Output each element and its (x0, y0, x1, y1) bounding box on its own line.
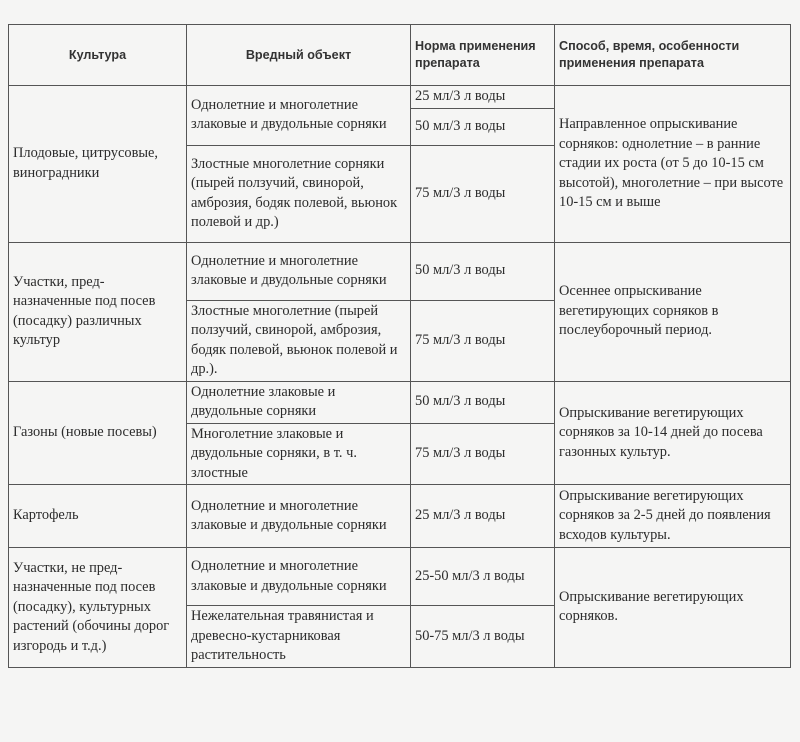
header-rate: Норма применения препарата (411, 25, 555, 86)
rate-cell: 50 мл/3 л воды (411, 242, 555, 300)
header-culture: Культура (9, 25, 187, 86)
method-cell: Осеннее опрыскивание вегетирующих сорняков в послеуборочный период. (555, 242, 791, 381)
culture-cell: Плодовые, цитрусовые, виноградники (9, 86, 187, 243)
rate-cell: 75 мл/3 л воды (411, 300, 555, 381)
pest-cell: Однолетние и многолетние злаковые и двудольные сорняки (187, 485, 411, 548)
culture-cell: Участки, не пред-назначенные под посев (посадку), культурных растений (обочины дорог изгородь и т.д.) (9, 548, 187, 668)
rate-cell: 25 мл/3 л воды (411, 485, 555, 548)
culture-cell: Газоны (новые посевы) (9, 381, 187, 485)
pest-cell: Нежелательная травянистая и древесно-кустарниковая растительность (187, 606, 411, 668)
method-cell: Направленное опрыскивание сорняков: однолетние – в ранние стадии их роста (от 5 до 10-15 см высотой), многолетние – при высоте 10-15 см и выше (555, 86, 791, 243)
table-row (9, 242, 791, 300)
rate-cell: 25-50 мл/3 л воды (411, 548, 555, 606)
culture-cell: Участки, пред-назначенные под посев (посадку) различных культур (9, 242, 187, 381)
pest-cell: Многолетние злаковые и двудольные сорняки, в т. ч. злостные (187, 423, 411, 485)
rate-cell: 75 мл/3 л воды (411, 145, 555, 242)
table-row (9, 485, 791, 548)
table-row (9, 548, 791, 606)
pest-cell: Однолетние и многолетние злаковые и двудольные сорняки (187, 242, 411, 300)
pest-cell: Злостные многолетние (пырей ползучий, свинорой, амброзия, бодяк полевой, вьюнок полевой и др.). (187, 300, 411, 381)
pest-cell: Злостные многолетние сорняки (пырей ползучий, свинорой, амброзия, бодяк полевой, вьюнок полевой и др.) (187, 145, 411, 242)
method-cell: Опрыскивание вегетирующих сорняков за 10-14 дней до посева газонных культур. (555, 381, 791, 485)
rate-cell: 50 мл/3 л воды (411, 108, 555, 145)
table-row (9, 381, 791, 423)
pest-cell: Однолетние и многолетние злаковые и двудольные сорняки (187, 548, 411, 606)
pest-cell: Однолетние злаковые и двудольные сорняки (187, 381, 411, 423)
header-method: Способ, время, особенности применения препарата (555, 25, 791, 86)
rate-cell: 50 мл/3 л воды (411, 381, 555, 423)
rate-cell: 25 мл/3 л воды (411, 86, 555, 109)
table-row (9, 86, 791, 109)
rate-cell: 50-75 мл/3 л воды (411, 606, 555, 668)
culture-cell: Картофель (9, 485, 187, 548)
pest-cell: Однолетние и многолетние злаковые и двудольные сорняки (187, 86, 411, 146)
rate-cell: 75 мл/3 л воды (411, 423, 555, 485)
method-cell: Опрыскивание вегетирующих сорняков. (555, 548, 791, 668)
header-pest: Вредный объект (187, 25, 411, 86)
application-rules-table (8, 24, 791, 668)
method-cell: Опрыскивание вегетирующих сорняков за 2-5 дней до появления всходов культуры. (555, 485, 791, 548)
table-header-row (9, 25, 791, 86)
